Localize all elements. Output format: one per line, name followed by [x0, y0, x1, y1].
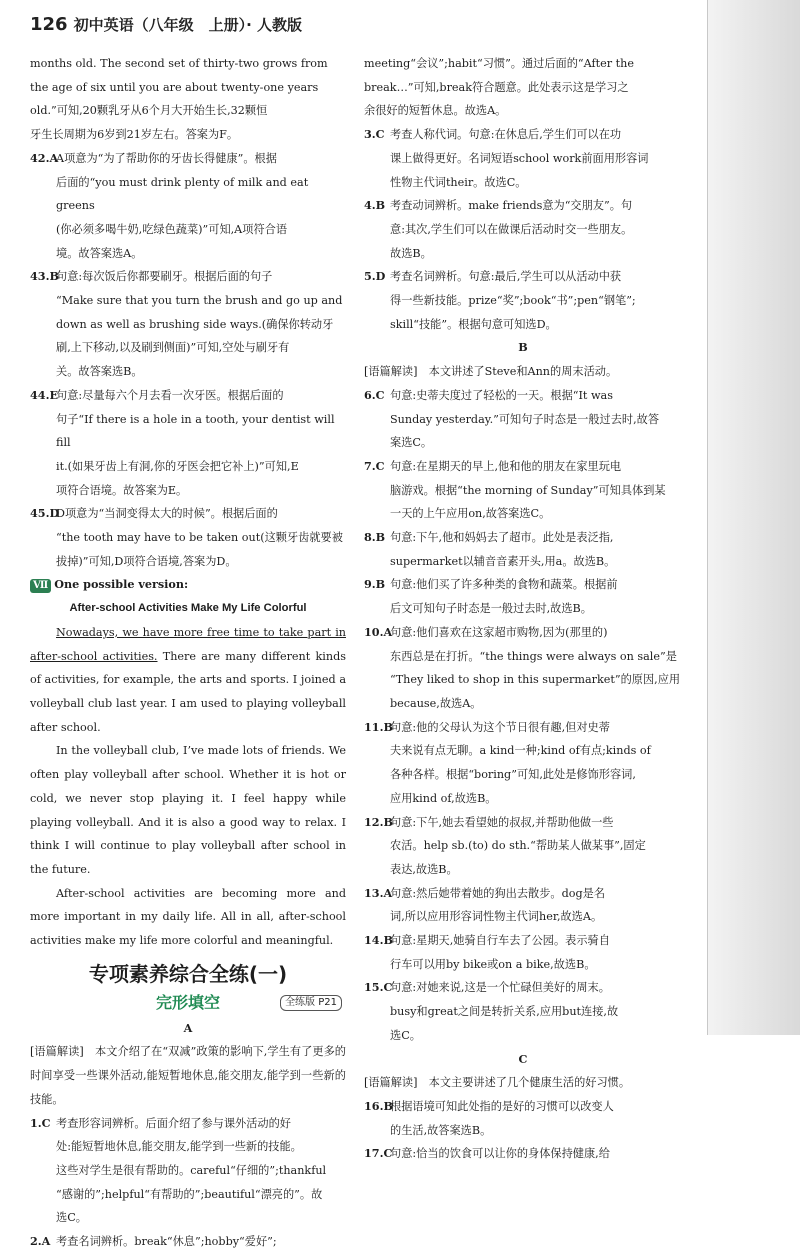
answer-list — [30, 1112, 346, 1254]
explanation-line: “Make sure that you turn the brush and go up and — [56, 294, 343, 308]
subsection-title: 完形填空 — [155, 992, 220, 1012]
answer-item — [364, 573, 682, 620]
explanation-line: 句意:星期天,她骑自行车去了公园。表示骑自 — [390, 934, 610, 948]
subsection-row — [30, 991, 346, 1017]
explanation-line: 东西总是在打折。“the things were always on sale”是 — [390, 649, 677, 663]
essay-paragraph — [30, 621, 346, 740]
answer-item — [364, 716, 682, 811]
explanation-line: 故选B。 — [390, 246, 432, 260]
answer-item — [364, 455, 682, 526]
answer-item — [364, 1142, 682, 1166]
answer-list — [364, 384, 682, 1048]
explanation-line: down as well as brushing side ways.(确保你转动牙 — [56, 317, 334, 331]
version-label: One possible version: — [54, 577, 189, 592]
explanation-line: 句意:他们喜欢在这家超市购物,因为(那里的) — [390, 625, 608, 639]
version-heading — [30, 573, 346, 597]
answer-number: 1.C — [30, 1115, 51, 1130]
answer-number: 9.B — [364, 577, 386, 592]
explanation-line: skill“技能”。根据句意可知选D。 — [390, 317, 557, 331]
answer-item — [30, 384, 346, 503]
text-line: meeting“会议”;habit“习惯”。通过后面的“After the — [364, 57, 635, 70]
explanation-line: 意:其次,学生们可以在做课后活动时交一些朋友。 — [390, 222, 633, 236]
explanation-line: 刷,上下移动,以及刷到侧面)”可知,空处与刷牙有 — [56, 341, 290, 355]
explanation-line: 这些对学生是很有帮助的。careful“仔细的”;thankful — [56, 1163, 327, 1177]
answer-number: 13.A — [364, 885, 393, 900]
explanation-line: 各种各样。根据“boring”可知,此处是修饰形容词, — [390, 768, 636, 782]
explanation-line: 性物主代词their。故选C。 — [390, 175, 527, 189]
explanation-line: 句意:下午,他和妈妈去了超市。此处是表泛指, — [390, 531, 614, 545]
answer-item — [30, 147, 346, 266]
section-title: 专项素养综合全练(一) — [88, 961, 288, 986]
text-line: break…”可知,break符合题意。此处表示这是学习之 — [364, 80, 629, 94]
explanation-line: 选C。 — [56, 1211, 87, 1225]
explanation-line: 句意:恰当的饮食可以让你的身体保持健康,给 — [390, 1147, 610, 1161]
explanation-line: 行车可以用by bike或on a bike,故选B。 — [390, 957, 596, 971]
explanation-line: 后面的“you must drink plenty of milk and eat greens — [56, 175, 309, 213]
explanation-line: 句意:他们买了许多种类的食物和蔬菜。根据前 — [390, 578, 618, 592]
explanation-line: 句子“If there is a hole in a tooth, your dentist will fill — [56, 412, 335, 450]
answer-number: 7.C — [364, 458, 385, 473]
right-column — [364, 52, 682, 1166]
answer-item — [30, 502, 346, 573]
answer-item — [364, 1095, 682, 1142]
explanation-line: D项意为“当洞变得太大的时候”。根据后面的 — [56, 507, 278, 521]
answer-number: 8.B — [364, 530, 386, 545]
answer-number: 14.B — [364, 933, 393, 948]
explanation-line: 表达,故选B。 — [390, 862, 458, 876]
section-badge: Ⅶ — [30, 579, 51, 593]
explanation-line: “感谢的”;helpful“有帮助的”;beautiful“漂亮的”。故 — [56, 1187, 323, 1201]
sample-essay — [30, 597, 346, 953]
answer-item — [364, 882, 682, 929]
text-line: old.”可知,20颗乳牙从6个月大开始生长,32颗恒 — [30, 104, 268, 118]
explanation-line: “the tooth may have to be taken out(这颗牙齿就要被 — [56, 531, 343, 545]
answer-item — [30, 1112, 346, 1231]
book-title: 初中英语（八年级 上册）· 人教版 — [73, 16, 303, 34]
essay-title: After-school Activities Make My Life Colorful — [69, 602, 307, 615]
explanation-line: 根据语境可知此处指的是好的习惯可以改变人 — [390, 1099, 614, 1113]
part-label: A — [183, 1020, 193, 1035]
answer-number: 2.A — [30, 1234, 51, 1249]
explanation-line: 案选C。 — [390, 436, 433, 450]
explanation-line: 句意:对她来说,这是一个忙碌但美好的周末。 — [390, 981, 610, 995]
answer-list — [364, 123, 682, 336]
answer-number: 4.B — [364, 198, 386, 213]
explanation-line: 词,所以应用形容词性物主代词her,故选A。 — [390, 910, 603, 924]
essay-underlined: Nowadays, we have more free time to take part in after-school activities. — [30, 625, 346, 663]
explanation-line: 课上做得更好。名词短语school work前面用形容词 — [390, 151, 649, 165]
reading-note: [语篇解读] 本文主要讲述了几个健康生活的好习惯。 — [364, 1076, 631, 1090]
explanation-line: because,故选A。 — [390, 696, 482, 710]
continued-answer — [30, 52, 346, 147]
part-label: C — [518, 1051, 528, 1066]
explanation-line: 句意:史蒂夫度过了轻松的一天。根据“It was — [390, 388, 613, 402]
answer-number: 42.A — [30, 150, 59, 165]
reading-note: [语篇解读] 本文介绍了在“双减”政策的影响下,学生有了更多的时间享受一些课外活动,能短暂地休息,能交朋友,能学到一些新的技能。 — [30, 1045, 346, 1106]
answer-number: 11.B — [364, 719, 393, 734]
answer-number: 45.D — [30, 506, 60, 521]
page-header — [30, 14, 302, 35]
explanation-line: 处:能短暂地休息,能交朋友,能学到一些新的技能。 — [56, 1140, 302, 1154]
explanation-line: 脑游戏。根据“the morning of Sunday”可知具体到某 — [390, 483, 666, 497]
answer-number: 10.A — [364, 624, 393, 639]
answer-item — [364, 123, 682, 194]
explanation-line: 一天的上午应用on,故答案选C。 — [390, 507, 551, 521]
explanation-line: 句意:他的父母认为这个节日很有趣,但对史蒂 — [390, 720, 610, 734]
explanation-line: 句意:每次饭后你都要刷牙。根据后面的句子 — [56, 270, 273, 284]
explanation-line: 考查名词辨析。break“休息”;hobby“爱好”; — [56, 1235, 277, 1249]
answer-item — [364, 976, 682, 1047]
answer-item — [364, 621, 682, 716]
explanation-line: it.(如果牙齿上有洞,你的牙医会把它补上)”可知,E — [56, 459, 299, 473]
answer-number: 17.C — [364, 1146, 393, 1161]
explanation-line: “They liked to shop in this supermarket”的原因,应用 — [390, 673, 681, 687]
answer-list — [30, 147, 346, 574]
explanation-line: 得一些新技能。prize“奖”;book“书”;pen“钢笔”; — [390, 294, 636, 308]
explanation-line: supermarket以辅音音素开头,用a。故选B。 — [390, 554, 616, 568]
answer-item — [364, 811, 682, 882]
text-line: the age of six until you are about twenty-one years — [30, 80, 319, 94]
continued-answer — [364, 52, 682, 123]
answer-item — [364, 526, 682, 573]
explanation-line: 农活。help sb.(to) do sth.“帮助某人做某事”,固定 — [390, 839, 646, 853]
answer-item — [364, 384, 682, 455]
answer-item — [364, 194, 682, 265]
answer-number: 43.B — [30, 269, 59, 284]
answer-number: 5.D — [364, 269, 386, 284]
text-line: months old. The second set of thirty-two grows from — [30, 57, 328, 70]
explanation-line: 拔掉)”可知,D项符合语境,答案为D。 — [56, 554, 237, 568]
explanation-line: 后文可知句子时态是一般过去时,故选B。 — [390, 602, 592, 616]
left-column — [30, 52, 346, 1254]
answer-item — [364, 265, 682, 336]
explanation-line: 夫来说有点无聊。a kind一种;kind of有点;kinds of — [390, 744, 651, 758]
answer-number: 6.C — [364, 387, 385, 402]
explanation-line: 考查名词辨析。句意:最后,学生可以从活动中获 — [390, 270, 622, 284]
explanation-line: 应用kind of,故选B。 — [390, 791, 497, 805]
explanation-line: 选C。 — [390, 1028, 421, 1042]
answer-item — [30, 265, 346, 384]
reading-note: [语篇解读] 本文讲述了Steve和Ann的周末活动。 — [364, 365, 618, 379]
explanation-line: (你必须多喝牛奶,吃绿色蔬菜)”可知,A项符合语 — [56, 222, 288, 236]
explanation-line: A项意为“为了帮助你的牙齿长得健康”。根据 — [56, 151, 277, 165]
text-line: 牙生长周期为6岁到21岁左右。答案为F。 — [30, 128, 239, 142]
page-number: 126 — [30, 14, 68, 35]
essay-text: There are many different kinds of activities, for example, the arts and sports. I joined a volleyball club last year. I am used to playing volleyball after school. — [30, 649, 346, 734]
answer-number: 3.C — [364, 127, 385, 142]
page-edge — [707, 0, 800, 1035]
answer-item — [364, 929, 682, 976]
explanation-line: 项符合语境。故答案为E。 — [56, 483, 188, 497]
essay-paragraph: After-school activities are becoming more and more important in my daily life. All in all, after-school activities make my life more colorful and meaningful. — [30, 886, 346, 948]
explanation-line: 关。故答案选B。 — [56, 365, 143, 379]
explanation-line: Sunday yesterday.”可知句子时态是一般过去时,故答 — [390, 412, 660, 426]
explanation-line: 的生活,故答案选B。 — [390, 1123, 492, 1137]
explanation-line: 句意:尽量每六个月去看一次牙医。根据后面的 — [56, 388, 284, 402]
explanation-line: 考查形容词辨析。后面介绍了参与课外活动的好 — [56, 1116, 291, 1130]
answer-number: 12.B — [364, 814, 393, 829]
explanation-line: 句意:下午,她去看望她的叔叔,并帮助他做一些 — [390, 815, 614, 829]
explanation-line: 句意:然后她带着她的狗出去散步。dog是名 — [390, 886, 606, 900]
explanation-line: 考查动词辨析。make friends意为“交朋友”。句 — [390, 199, 633, 213]
answer-number: 44.E — [30, 387, 58, 402]
text-line: 余很好的短暂休息。故选A。 — [364, 104, 507, 118]
answer-item — [30, 1230, 346, 1254]
explanation-line: busy和great之间是转折关系,应用but连接,故 — [390, 1005, 619, 1019]
page-ref-badge: 全练版 P21 — [280, 995, 342, 1011]
answer-list — [364, 1095, 682, 1166]
essay-paragraph: In the volleyball club, I’ve made lots of friends. We often play volleyball after school. Whether it is hot or cold, we never stop playing it. I feel happy while playing volleyball. And it is also a good way to relax. I think I will continue to play volleyball after school in the future. — [30, 744, 346, 876]
answer-number: 16.B — [364, 1098, 393, 1113]
explanation-line: 境。故答案选A。 — [56, 246, 143, 260]
explanation-line: 考查人称代词。句意:在休息后,学生们可以在功 — [390, 128, 622, 142]
answer-number: 15.C — [364, 980, 393, 995]
part-label: B — [518, 340, 528, 355]
explanation-line: 句意:在星期天的早上,他和他的朋友在家里玩电 — [390, 459, 622, 473]
